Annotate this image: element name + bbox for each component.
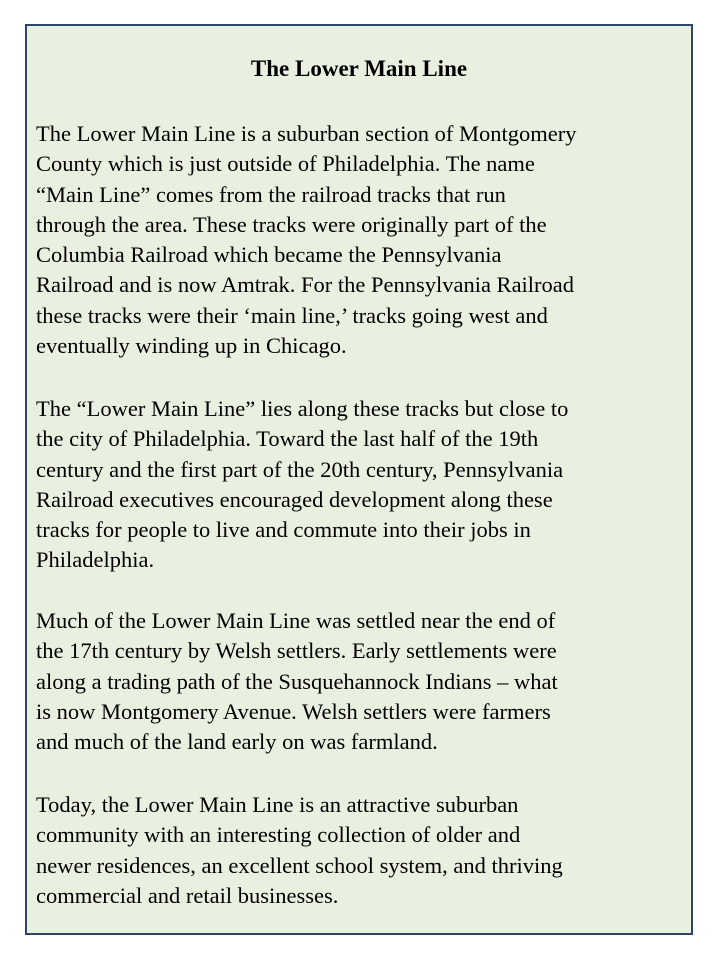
document-title: The Lower Main Line <box>250 56 468 81</box>
paragraph-settlement: Much of the Lower Main Line was settled near the end of the 17th century by Welsh settlers. Early settlements were along a trading path of the Susquehannock Indians – what is now Montgomery Avenue. Welsh settlers were farmers and much of the land early on was farmland. <box>36 608 558 755</box>
paragraph-today: Today, the Lower Main Line is an attractive suburban community with an interesting collection of older and newer residences, an excellent school system, and thriving commercial and retail businesses. <box>36 792 563 908</box>
paragraph-development: The “Lower Main Line” lies along these tracks but close to the city of Philadelphia. Toward the last half of the 19th century and the first part of the 20th century, Pennsylvania Railroad executives encouraged development along these tracks for people to live and commute into their jobs in Philadelphia. <box>36 396 569 573</box>
text-panel <box>25 24 693 935</box>
paragraph-intro: The Lower Main Line is a suburban section of Montgomery County which is just outside of Philadelphia. The name “Main Line” comes from the railroad tracks that run through the area. These tracks were originally part of the Columbia Railroad which became the Pennsylvania Railroad and is now Amtrak. For the Pennsylvania Railroad these tracks were their ‘main line,’ tracks going west and eventually winding up in Chicago. <box>36 121 577 359</box>
